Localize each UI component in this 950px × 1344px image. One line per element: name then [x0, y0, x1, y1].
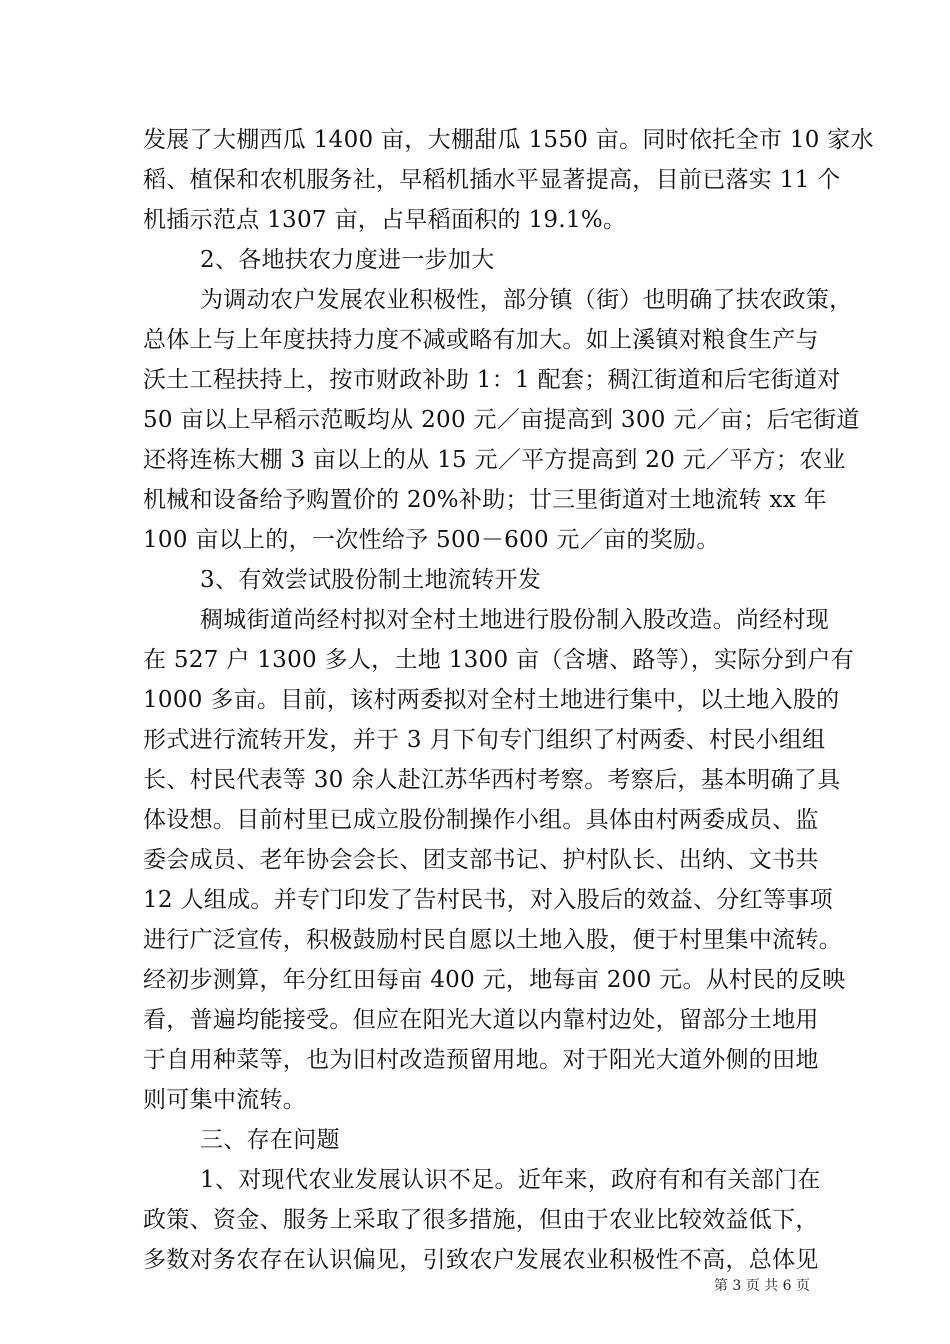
text-line: 形式进行流转开发，并于 3 月下旬专门组织了村两委、村民小组组 [143, 727, 826, 753]
text-line: 体设想。目前村里已成立股份制操作小组。具体由村两委成员、监 [143, 807, 819, 833]
text-line: 稠城街道尚经村拟对全村土地进行股份制入股改造。尚经村现 [200, 607, 830, 633]
text-line: 长、村民代表等 30 余人赴江苏华西村考察。考察后，基本明确了具 [143, 767, 841, 793]
text-line: 总体上与上年度扶持力度不减或略有加大。如上溪镇对粮食生产与 [143, 327, 819, 353]
text-line: 机械和设备给予购置价的 20%补助；廿三里街道对土地流转 xx 年 [143, 487, 827, 513]
text-line: 在 527 户 1300 多人，土地 1300 亩（含塘、路等），实际分到户有 [143, 647, 855, 673]
text-line: 委会成员、老年协会会长、团支部书记、护村队长、出纳、文书共 [143, 847, 819, 873]
text-line: 多数对务农存在认识偏见，引致农户发展农业积极性不高，总体见 [143, 1247, 819, 1273]
text-line: 经初步测算，年分红田每亩 400 元，地每亩 200 元。从村民的反映 [143, 967, 846, 993]
text-line: 稻、植保和农机服务社，早稻机插水平显著提高，目前已落实 11 个 [143, 167, 841, 193]
section-heading: 2、各地扶农力度进一步加大 [200, 247, 495, 273]
page-number: 第 3 页 共 6 页 [713, 1278, 810, 1294]
text-line: 看，普遍均能接受。但应在阳光大道以内靠村边处，留部分土地用 [143, 1007, 819, 1033]
text-line: 机插示范点 1307 亩，占早稻面积的 19.1%。 [143, 207, 627, 233]
text-line: 50 亩以上早稻示范畈均从 200 元／亩提高到 300 元／亩；后宅街道 [143, 407, 860, 433]
text-line: 为调动农户发展农业积极性，部分镇（街）也明确了扶农政策， [200, 287, 853, 313]
text-line: 1000 多亩。目前，该村两委拟对全村土地进行集中，以土地入股的 [143, 687, 840, 713]
text-line: 12 人组成。并专门印发了告村民书，对入股后的效益、分红等事项 [143, 887, 833, 913]
text-line: 还将连栋大棚 3 亩以上的从 15 元／平方提高到 20 元／平方；农业 [143, 447, 846, 473]
text-line: 发展了大棚西瓜 1400 亩，大棚甜瓜 1550 亩。同时依托全市 10 家水 [143, 127, 874, 153]
section-heading: 三、存在问题 [200, 1127, 340, 1153]
text-line: 100 亩以上的，一次性给予 500－600 元／亩的奖励。 [143, 527, 720, 553]
text-line: 于自用种菜等，也为旧村改造预留用地。对于阳光大道外侧的田地 [143, 1047, 819, 1073]
section-heading: 3、有效尝试股份制土地流转开发 [200, 567, 542, 593]
text-line: 政策、资金、服务上采取了很多措施，但由于农业比较效益低下， [143, 1207, 819, 1233]
text-line: 1、对现代农业发展认识不足。近年来，政府有和有关部门在 [200, 1167, 821, 1193]
text-line: 沃土工程扶持上，按市财政补助 1：1 配套；稠江街道和后宅街道对 [143, 367, 841, 393]
text-line: 则可集中流转。 [143, 1087, 307, 1113]
text-line: 进行广泛宣传，积极鼓励村民自愿以土地入股，便于村里集中流转。 [143, 927, 842, 953]
